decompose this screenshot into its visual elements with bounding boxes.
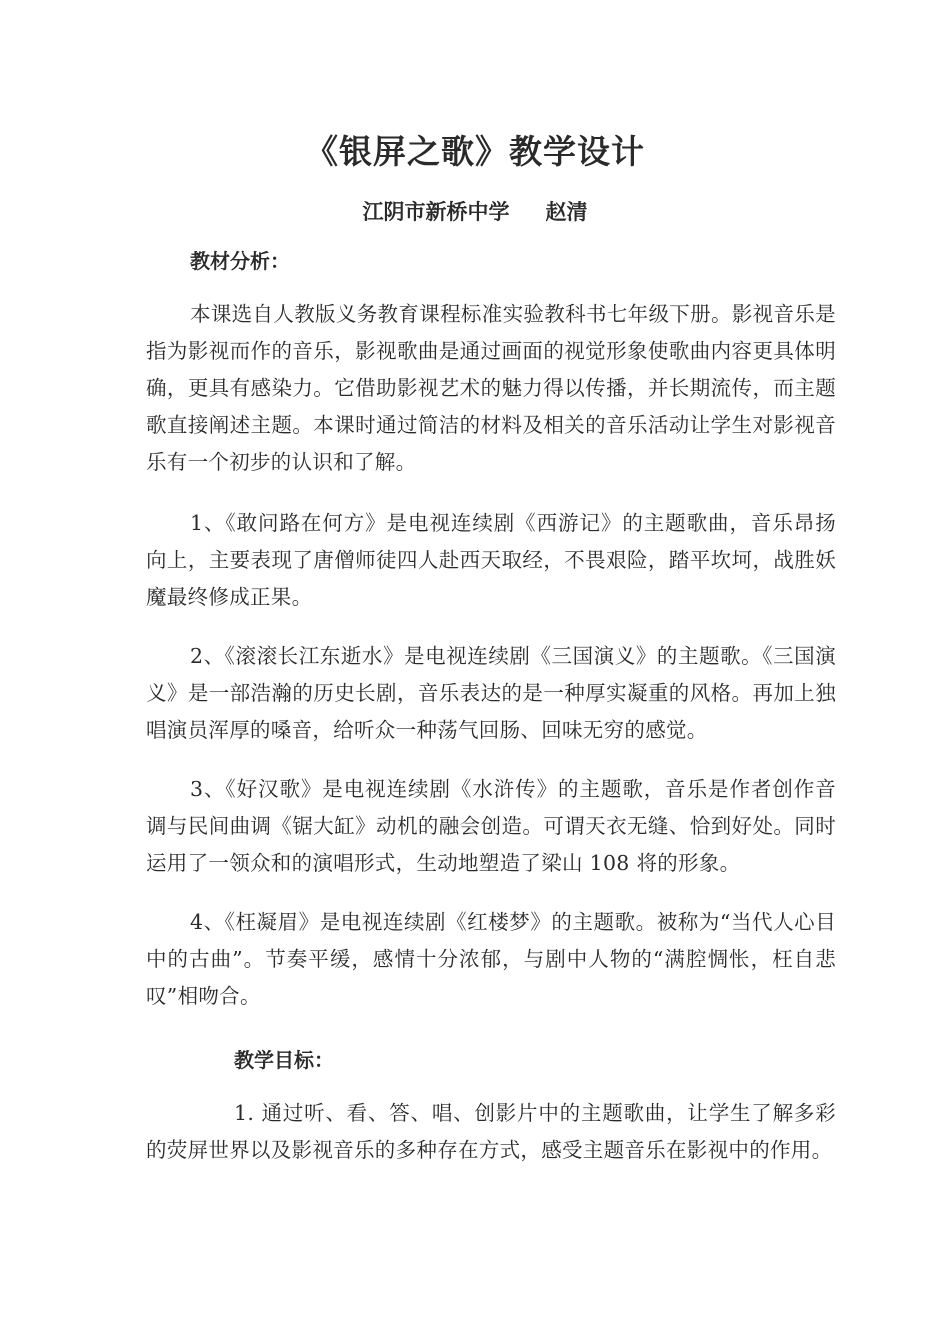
goal-paragraph-1: 1. 通过听、看、答、唱、创影片中的主题歌曲，让学生了解多彩的荧屏世界以及影视音乐的多种存在方式，感受主题音乐在影视中的作用。: [146, 1101, 836, 1162]
item-paragraph-2: 2、《滚滚长江东逝水》是电视连续剧《三国演义》的主题歌。《三国演义》是一部浩瀚的历史长剧，音乐表达的是一种厚实凝重的风格。再加上独唱演员浑厚的嗓音，给听众一种荡气回肠、回味无穷的感觉。: [146, 644, 836, 742]
item-paragraph-1: 1、《敢问路在何方》是电视连续剧《西游记》的主题歌曲，音乐昂扬向上，主要表现了唐僧师徒四人赴西天取经，不畏艰险，踏平坎坷，战胜妖魔最终修成正果。: [146, 511, 836, 609]
section-heading-analysis: 教材分析：: [190, 249, 290, 273]
item-paragraph-3: 3、《好汉歌》是电视连续剧《水浒传》的主题歌，音乐是作者创作音调与民间曲调《锯大缸》动机的融会创造。可谓天衣无缝、恰到好处。同时运用了一领众和的演唱形式，生动地塑造了梁山 108 将的形象。: [146, 777, 836, 875]
item-paragraph-4: 4、《枉凝眉》是电视连续剧《红楼梦》的主题歌。被称为“当代人心目中的古曲”。节奏平缓，感情十分浓郁，与剧中人物的“满腔惆怅，枉自悲叹”相吻合。: [146, 910, 836, 1008]
document-title: 《银屏之歌》教学设计: [305, 132, 645, 171]
section-heading-goals: 教学目标：: [234, 1048, 334, 1072]
school-name: 江阴市新桥中学: [362, 200, 510, 224]
byline: [0, 196, 950, 226]
intro-paragraph: 本课选自人教版义务教育课程标准实验教科书七年级下册。影视音乐是指为影视而作的音乐，影视歌曲是通过画面的视觉形象使歌曲内容更具体明确，更具有感染力。它借助影视艺术的魅力得以传播，并长期流传，而主题歌直接阐述主题。本课时通过简洁的材料及相关的音乐活动让学生对影视音乐有一个初步的认识和了解。: [146, 302, 836, 474]
author-name: 赵清: [545, 200, 588, 224]
